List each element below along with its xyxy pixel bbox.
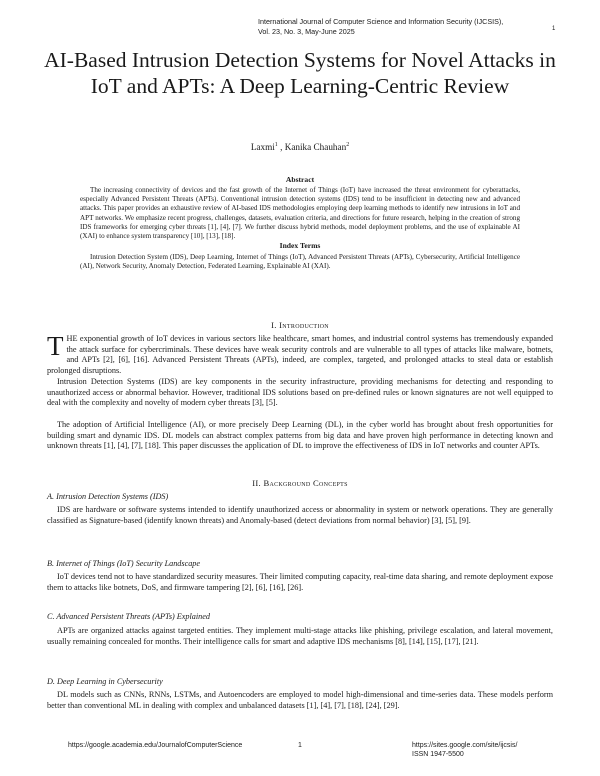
subsection-paragraph: DL models such as CNNs, RNNs, LSTMs, and Autoencoders are employed to model high-dimensional and time-series data. These models perform better than conventional ML in dealing with complex and unbalanced datasets [1], [4], [7], [18], [24], [29]. bbox=[47, 690, 553, 710]
paper-title: AI-Based Intrusion Detection Systems for Novel Attacks in IoT and APTs: A Deep Learning-Centric Review bbox=[44, 48, 556, 98]
section-heading bbox=[0, 320, 600, 330]
subsection-heading: A. Intrusion Detection Systems (IDS) bbox=[47, 492, 169, 501]
footer-page-number: 1 bbox=[298, 742, 302, 749]
corner-page-number: 1 bbox=[552, 26, 556, 32]
section-title: Introduction bbox=[279, 320, 329, 330]
index-terms-text: Intrusion Detection System (IDS), Deep Learning, Internet of Things (IoT), Advanced Persistent Threats (APTs), Cybersecurity, Artificial Intelligence (AI), Network Security, Anomaly Detection, Federated Learning, Explainable AI (XAI). bbox=[80, 253, 520, 271]
subsection-heading: C. Advanced Persistent Threats (APTs) Explained bbox=[47, 612, 210, 621]
drop-cap: T bbox=[47, 331, 64, 361]
subsection-paragraph: IoT devices tend not to have standardized security measures. Their limited computing capacity, real-time data sharing, and remote deployment expose them to attacks like botnets, DoS, and firmware tampering [2], [6], [16], [26]. bbox=[47, 572, 553, 592]
intro-paragraph: Intrusion Detection Systems (IDS) are key components in the security infrastructure, providing mechanisms for detecting and responding to unauthorized access or abnormal behavior. However, traditional IDS solutions based on pre-defined rules or known signatures are not well equipped to deal with the complexity and novelty of modern cyber threats [3], [5]. bbox=[47, 377, 553, 407]
footer-issn: ISSN 1947-5500 bbox=[412, 751, 464, 758]
paragraph-text: HE exponential growth of IoT devices in various sectors like healthcare, smart homes, and industrial control systems has tremendously expanded the attack surface for cybercriminals. These devices have weak security controls and are vulnerable to all types of attacks like malware, botnets, and APTs [2], [6], [16]. Advanced Persistent Threats (APTs), indeed, are complex, targeted, and prolonged attacks to steal data or establish prolonged disruptions. bbox=[47, 334, 553, 375]
affiliation-mark: 2 bbox=[346, 142, 350, 148]
intro-paragraph bbox=[47, 331, 553, 376]
footer-left-url: https://google.academia.edu/JournalofComputerScience bbox=[68, 742, 243, 749]
index-terms-heading: Index Terms bbox=[279, 241, 321, 250]
footer-right-url: https://sites.google.com/site/ijcsis/ bbox=[412, 742, 518, 749]
author-separator: , bbox=[277, 142, 285, 153]
affiliation-mark: 1 bbox=[274, 142, 278, 148]
journal-name: International Journal of Computer Science and Information Security (IJCSIS), bbox=[258, 17, 504, 26]
subsection-paragraph: APTs are organized attacks against targeted entities. They implement multi-stage attacks like phishing, privilege escalation, and lateral movement, usually remaining concealed for months. Their intelligence calls for smart and adaptive IDS mechanisms [8], [14], [15], [17], [21]. bbox=[47, 626, 553, 646]
journal-volume: Vol. 23, No. 3, May-June 2025 bbox=[258, 27, 355, 36]
subsection-heading: D. Deep Learning in Cybersecurity bbox=[47, 677, 163, 686]
section-title: Background Concepts bbox=[263, 478, 348, 488]
author-name: Kanika Chauhan bbox=[284, 142, 347, 153]
intro-paragraph: The adoption of Artificial Intelligence (AI), or more precisely Deep Learning (DL), in the cyber world has brought about fresh opportunities for building smart and dynamic IDS. DL models can abstract complex patterns from big data and have proven high performance in detecting known and unknown threats [1], [4], [7], [18]. This paper discusses the application of DL to improve the effectiveness of IDS in IoT networks and counter APTs. bbox=[47, 420, 553, 450]
section-number: II. bbox=[252, 478, 261, 488]
footer-right bbox=[412, 741, 517, 759]
abstract-text: The increasing connectivity of devices and the fast growth of the Internet of Things (IoT) have increased the threat environment for cyberattacks, especially Advanced Persistent Threats (APTs). Conventional intrusion detection systems (IDS) tend to be insufficient in detecting new and advanced attacks. This paper provides an exhaustive review of AI-based IDS methodologies employing deep learning methods to identify new intrusions in IoT and APT networks. We emphasize recent progress, challenges, datasets, evaluation criteria, and directions for future research, helping in the creation of strong IDS frameworks for emerging cyber threats [1], [4], [7]. We further discuss hybrid methods, model deployment problems, and the use of explainable AI (XAI) to enhance system transparency [10], [13], [18]. bbox=[80, 186, 520, 241]
journal-header bbox=[258, 17, 558, 37]
abstract-heading: Abstract bbox=[285, 175, 315, 184]
author-line bbox=[0, 142, 600, 152]
subsection-heading: B. Internet of Things (IoT) Security Landscape bbox=[47, 559, 201, 568]
section-heading bbox=[0, 478, 600, 488]
author-name: Laxmi bbox=[250, 142, 275, 153]
section-number: I. bbox=[271, 320, 277, 330]
subsection-paragraph: IDS are hardware or software systems intended to identify unauthorized access or abnormality in system or network operations. They are generally classified as Signature-based (identify known threats) and Anomaly-based (detect deviations from normal behavior) [3], [5], [9]. bbox=[47, 505, 553, 525]
